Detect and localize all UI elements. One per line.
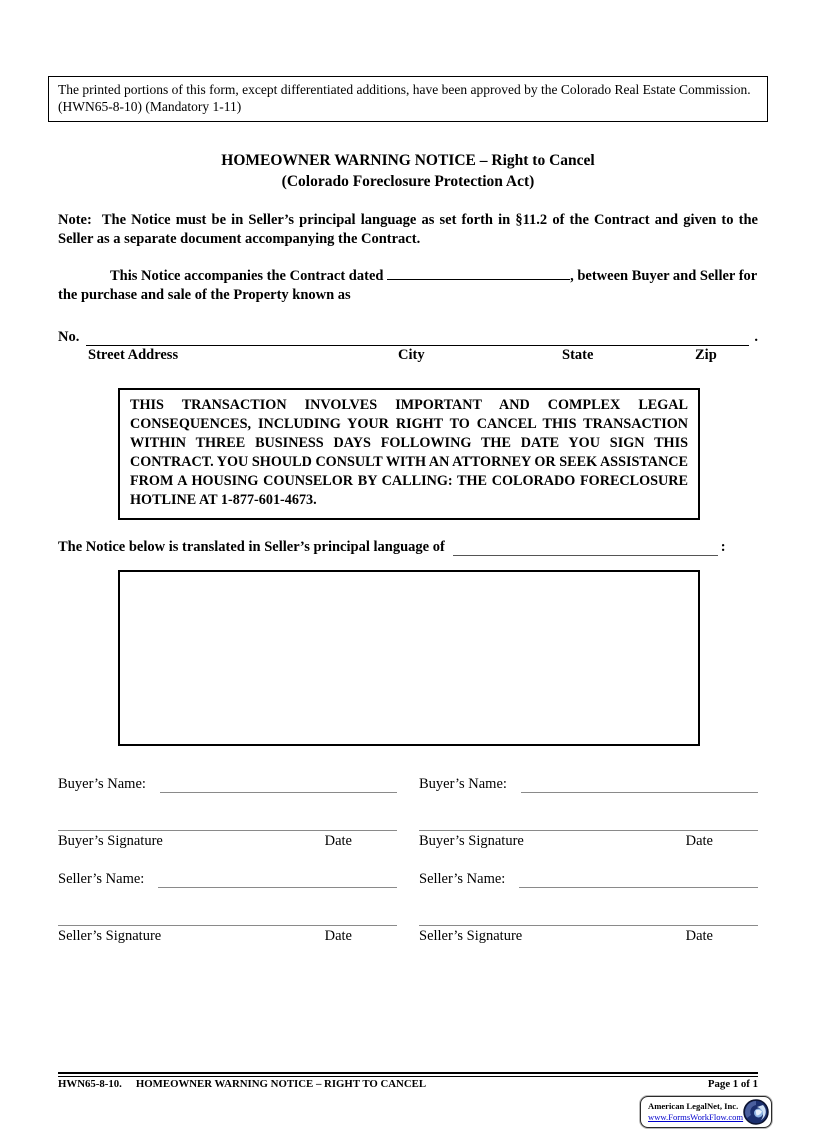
buyer2-name-row bbox=[419, 775, 758, 793]
footer-rule-thin bbox=[58, 1076, 758, 1077]
buyer2-signature-field[interactable] bbox=[419, 830, 758, 831]
contract-date-field[interactable] bbox=[387, 266, 570, 280]
document-title bbox=[0, 150, 816, 192]
principal-language-field[interactable] bbox=[453, 541, 718, 556]
seller2-signature-field[interactable] bbox=[419, 925, 758, 926]
city-label: City bbox=[398, 347, 425, 363]
seller1-column bbox=[58, 870, 397, 945]
buyer-signature-section bbox=[58, 775, 758, 850]
legal-warning-box: THIS TRANSACTION INVOLVES IMPORTANT AND COMPLEX LEGAL CONSEQUENCES, INCLUDING YOUR RIGHT TO CANCEL THIS TRANSACTION WITHIN THREE BUSINESS DAYS FOLLOWING THE DATE YOU SIGN THIS CONTRACT. YOU SHOULD CONSULT WITH AN ATTORNEY OR SEEK ASSISTANCE FROM A HOUSING COUNSELOR BY CALLING: THE COLORADO FORECLOSURE HOTLINE AT 1-877-601-4673. bbox=[118, 388, 700, 520]
footer-rule-thick bbox=[58, 1072, 758, 1074]
american-legalnet-logo bbox=[640, 1096, 772, 1128]
translated-notice-area[interactable] bbox=[118, 570, 700, 746]
seller1-signature-row bbox=[58, 925, 397, 945]
buyer1-name-field[interactable] bbox=[160, 779, 397, 793]
property-address-field[interactable] bbox=[86, 330, 749, 346]
accompanies-text-after: , between Buyer and Seller for the purchase and sale of the Property known as bbox=[58, 268, 757, 303]
page-footer bbox=[58, 1072, 758, 1090]
globe-icon bbox=[743, 1099, 769, 1125]
note-paragraph: Note: The Notice must be in Seller’s principal language as set forth in §11.2 of the Contract and given to the Seller as a separate document accompanying the Contract. bbox=[58, 212, 762, 247]
accompanies-text-before: This Notice accompanies the Contract dated bbox=[110, 268, 384, 284]
seller2-signature-row bbox=[419, 925, 758, 945]
buyer1-name-label: Buyer’s Name: bbox=[58, 776, 146, 792]
footer-form-code: HWN65-8-10. bbox=[58, 1078, 122, 1090]
footer-form-title: HOMEOWNER WARNING NOTICE – RIGHT TO CANCEL bbox=[135, 1078, 427, 1090]
seller2-name-field[interactable] bbox=[519, 874, 758, 888]
buyer1-signature-label: Buyer’s Signature bbox=[58, 833, 163, 849]
seller2-name-label: Seller’s Name: bbox=[419, 871, 506, 887]
document-title-line1: HOMEOWNER WARNING NOTICE – Right to Cancel bbox=[221, 152, 595, 169]
seller1-name-field[interactable] bbox=[158, 874, 397, 888]
page-indicator: Page 1 of 1 bbox=[707, 1078, 758, 1090]
approval-notice-box bbox=[48, 76, 768, 122]
footer-form-id bbox=[58, 1078, 426, 1090]
seller-signature-section bbox=[58, 870, 758, 945]
buyer1-column bbox=[58, 775, 397, 850]
buyer2-name-label: Buyer’s Name: bbox=[419, 776, 507, 792]
state-label: State bbox=[562, 347, 594, 363]
seller2-date-label: Date bbox=[685, 928, 713, 944]
buyer2-name-field[interactable] bbox=[521, 779, 758, 793]
no-row-period: . bbox=[754, 329, 758, 345]
buyer2-column bbox=[419, 775, 758, 850]
forms-workflow-link[interactable]: www.FormsWorkFlow.com bbox=[648, 1112, 744, 1122]
buyer1-date-label: Date bbox=[324, 833, 352, 849]
buyer2-signature-label: Buyer’s Signature bbox=[419, 833, 524, 849]
buyer1-signature-row bbox=[58, 830, 397, 850]
buyer1-signature-field[interactable] bbox=[58, 830, 397, 831]
document-title-line2: (Colorado Foreclosure Protection Act) bbox=[281, 173, 535, 190]
seller1-date-label: Date bbox=[324, 928, 352, 944]
approval-notice-text: The printed portions of this form, except differentiated additions, have been approved by the Colorado Real Estate Commission. (HWN65-8-10) (Mandatory 1-11) bbox=[58, 82, 751, 114]
seller1-name-row bbox=[58, 870, 397, 888]
translated-language-row bbox=[58, 539, 758, 556]
seller1-signature-label: Seller’s Signature bbox=[58, 928, 162, 944]
logo-company-name: American LegalNet, Inc. bbox=[648, 1101, 739, 1111]
zip-label: Zip bbox=[695, 347, 717, 363]
translated-colon: : bbox=[720, 539, 726, 555]
address-labels-row bbox=[58, 347, 758, 366]
translated-text-before: The Notice below is translated in Seller’s principal language of bbox=[58, 539, 445, 555]
accompanies-paragraph bbox=[58, 266, 758, 305]
property-number-row bbox=[58, 328, 758, 346]
buyer2-signature-row bbox=[419, 830, 758, 850]
street-address-label: Street Address bbox=[88, 347, 179, 363]
no-label: No. bbox=[58, 329, 80, 345]
buyer1-name-row bbox=[58, 775, 397, 793]
seller2-column bbox=[419, 870, 758, 945]
buyer2-date-label: Date bbox=[685, 833, 713, 849]
seller2-signature-label: Seller’s Signature bbox=[419, 928, 523, 944]
seller2-name-row bbox=[419, 870, 758, 888]
seller1-name-label: Seller’s Name: bbox=[58, 871, 145, 887]
seller1-signature-field[interactable] bbox=[58, 925, 397, 926]
